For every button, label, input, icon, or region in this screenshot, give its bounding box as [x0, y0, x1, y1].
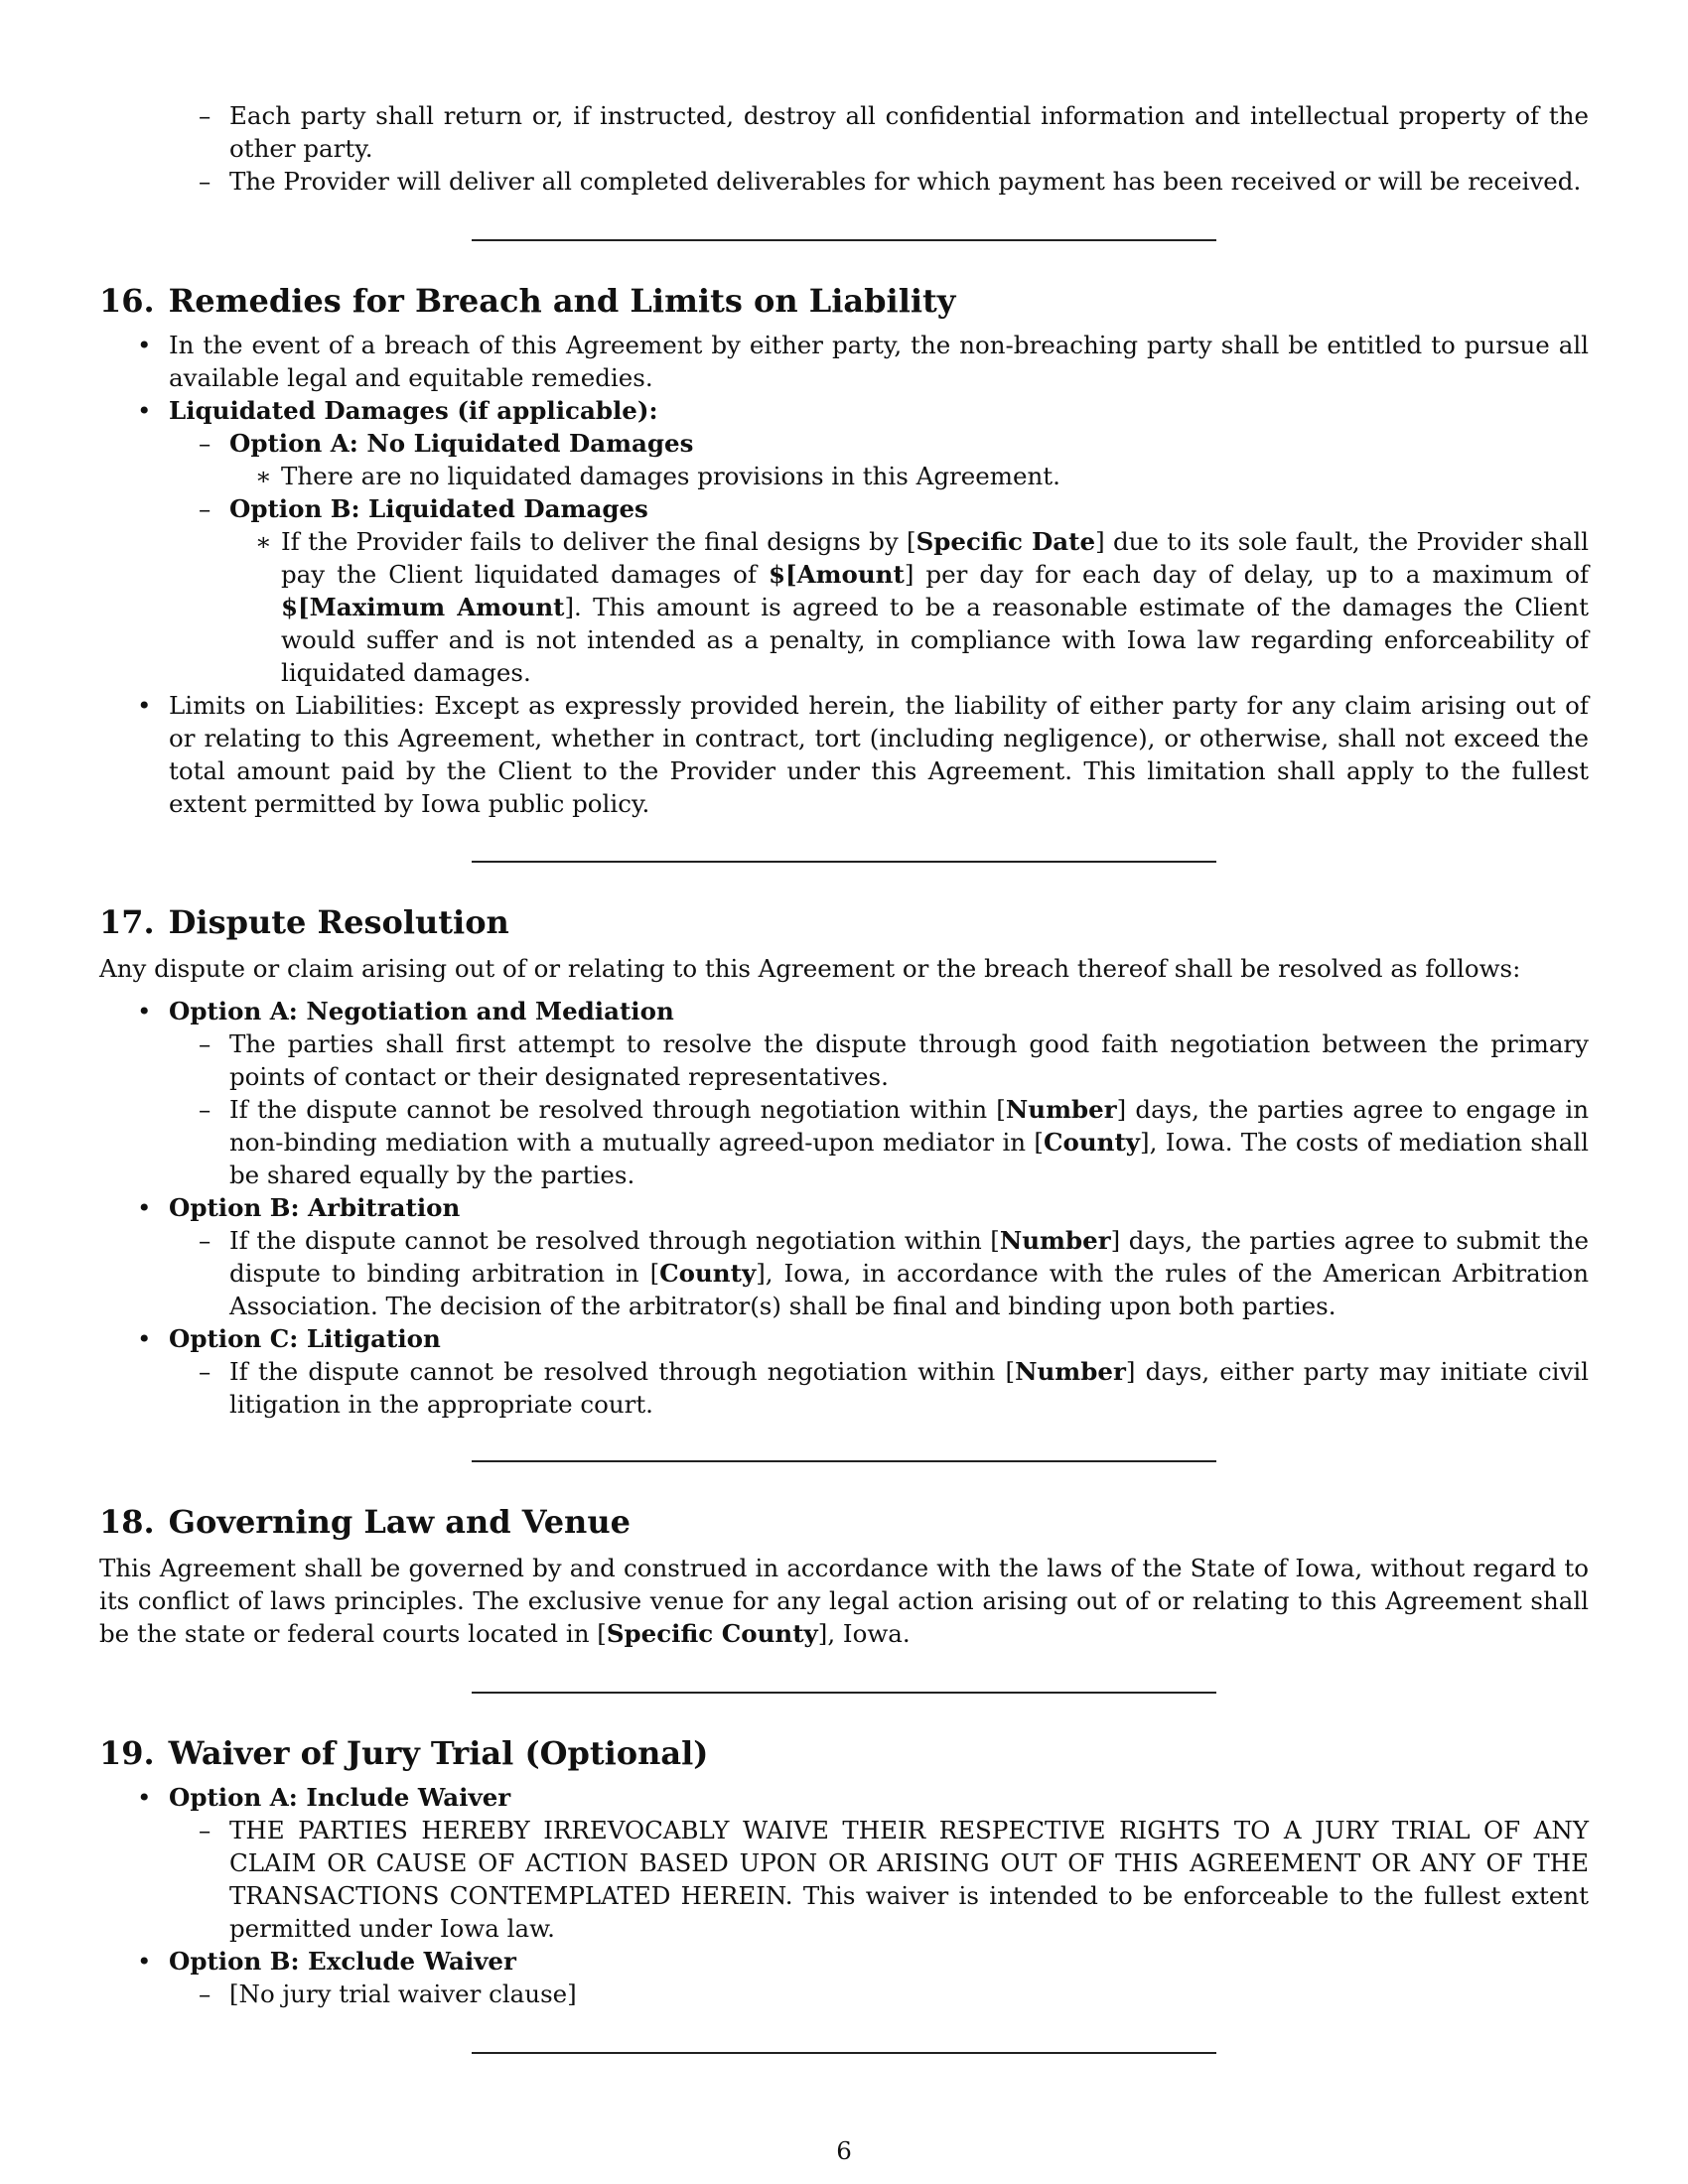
list-item: • Option B: Exclude Waiver – [No jury trial waiver clause] — [99, 1945, 1589, 2010]
list-item: – Option A: No Liquidated Damages ∗ There are no liquidated damages provisions in this Agreement. — [169, 427, 1589, 492]
list-item: – The Provider will deliver all completed deliverables for which payment has been received or will be received. — [169, 165, 1589, 198]
list-item: – Option B: Liquidated Damages ∗ If the Provider fails to deliver the final designs by [Specific Date] due to its sole fault, the Provider shall pay the Client liquidated damages of $[Amount] per day for each day of delay, up to a maximum of $[Maximum Amount]. This amount is agreed to be a reasonable estimate of the damages the Client would suffer and is not intended as a penalty, in compliance with Iowa law regarding enforceability of liquidated damages. — [169, 492, 1589, 689]
list-item: • Option B: Arbitration – If the dispute cannot be resolved through negotiation within [Number] days, the parties agree to submit the dispute to binding arbitration in [County], Iowa, in accordance with the rules of the American Arbitration Association. The decision of the arbitrator(s) shall be final and binding upon both parties. — [99, 1191, 1589, 1322]
section-17-heading: 17. Dispute Resolution — [99, 903, 509, 941]
section-divider — [472, 1460, 1216, 1462]
list-item: • Option C: Litigation – If the dispute cannot be resolved through negotiation within [Number] days, either party may initiate civil litigation in the appropriate court. — [99, 1322, 1589, 1421]
document-page — [99, 99, 1589, 2054]
section-16-heading: 16. Remedies for Breach and Limits on Liability — [99, 282, 956, 320]
section-divider — [472, 861, 1216, 863]
section-19-heading: 19. Waiver of Jury Trial (Optional) — [99, 1734, 709, 1772]
list-item: ∗ There are no liquidated damages provisions in this Agreement. — [229, 460, 1589, 492]
list-item: • In the event of a breach of this Agreement by either party, the non-breaching party shall be entitled to pursue all available legal and equitable remedies. — [99, 329, 1589, 394]
section-17-list — [99, 995, 1589, 1421]
list-item: – If the dispute cannot be resolved through negotiation within [Number] days, the parties agree to submit the dispute to binding arbitration in [County], Iowa, in accordance with the rules of the American Arbitration Association. The decision of the arbitrator(s) shall be final and binding upon both parties. — [169, 1224, 1589, 1322]
list-item: • Option A: Include Waiver – THE PARTIES HEREBY IRREVOCABLY WAIVE THEIR RESPECTIVE RIGHTS TO A JURY TRIAL OF ANY CLAIM OR CAUSE OF ACTION BASED UPON OR ARISING OUT OF THIS AGREEMENT OR ANY OF THE TRANSACTIONS CONTEMPLATED HEREIN. This waiver is intended to be enforceable to the fullest extent permitted under Iowa law. — [99, 1781, 1589, 1945]
section-17-intro: Any dispute or claim arising out of or relating to this Agreement or the breach thereof shall be resolved as follows: — [99, 954, 1521, 983]
list-item: – The parties shall first attempt to resolve the dispute through good faith negotiation between the primary points of contact or their designated representatives. — [169, 1027, 1589, 1093]
list-item: – [No jury trial waiver clause] — [169, 1978, 1589, 2010]
list-item: • Option A: Negotiation and Mediation – The parties shall first attempt to resolve the dispute through good faith negotiation between the primary points of contact or their designated representatives. – If the dispute cannot be resolved through negotiation within [Number] days, the parties agree to engage in non-binding mediation with a mutually agreed-upon mediator in [County], Iowa. The costs of mediation shall be shared equally by the parties. — [99, 995, 1589, 1191]
page-number: 6 — [836, 2136, 852, 2165]
list-item: • Liquidated Damages (if applicable): – Option A: No Liquidated Damages ∗ There are no liquidated damages provisions in this Agreement. – Option B: Liquidated Damages ∗ If the Provider fails to deliver the final designs by [Specific Date] due to its sole fault, the Provider shall pay the Client liquidated damages of $[Amount] per day for each day of delay, up to a maximum of $[Maximum Amount]. This amount is agreed to be a reasonable estimate of the damages the Client would suffer and is not intended as a penalty, in compliance with Iowa law regarding enforceability of liquidated damages. — [99, 394, 1589, 689]
list-item: – If the dispute cannot be resolved through negotiation within [Number] days, either party may initiate civil litigation in the appropriate court. — [169, 1355, 1589, 1421]
section-18-body: This Agreement shall be governed by and construed in accordance with the laws of the State of Iowa, without regard to its conflict of laws principles. The exclusive venue for any legal action arising out of or relating to this Agreement shall be the state or federal courts located in [Specific County], Iowa. — [99, 1554, 1589, 1648]
section-18-heading: 18. Governing Law and Venue — [99, 1503, 631, 1541]
list-item: • Limits on Liabilities: Except as expressly provided herein, the liability of either party for any claim arising out of or relating to this Agreement, whether in contract, tort (including negligence), or otherwise, shall not exceed the total amount paid by the Client to the Provider under this Agreement. This limitation shall apply to the fullest extent permitted by Iowa public policy. — [99, 689, 1589, 820]
list-item: ∗ If the Provider fails to deliver the final designs by [Specific Date] due to its sole fault, the Provider shall pay the Client liquidated damages of $[Amount] per day for each day of delay, up to a maximum of $[Maximum Amount]. This amount is agreed to be a reasonable estimate of the damages the Client would suffer and is not intended as a penalty, in compliance with Iowa law regarding enforceability of liquidated damages. — [229, 525, 1589, 689]
list-item: – If the dispute cannot be resolved through negotiation within [Number] days, the parties agree to engage in non-binding mediation with a mutually agreed-upon mediator in [County], Iowa. The costs of mediation shall be shared equally by the parties. — [169, 1093, 1589, 1191]
section-19-list — [99, 1781, 1589, 2010]
section-divider — [472, 239, 1216, 241]
section-16-list — [99, 329, 1589, 820]
list-item: – Each party shall return or, if instructed, destroy all confidential information and intellectual property of the other party. — [169, 99, 1589, 165]
section-divider — [472, 1692, 1216, 1694]
list-item: – THE PARTIES HEREBY IRREVOCABLY WAIVE THEIR RESPECTIVE RIGHTS TO A JURY TRIAL OF ANY CLAIM OR CAUSE OF ACTION BASED UPON OR ARISING OUT OF THIS AGREEMENT OR ANY OF THE TRANSACTIONS CONTEMPLATED HEREIN. This waiver is intended to be enforceable to the fullest extent permitted under Iowa law. — [169, 1814, 1589, 1945]
continuation-list — [169, 99, 1589, 198]
section-divider — [472, 2052, 1216, 2054]
